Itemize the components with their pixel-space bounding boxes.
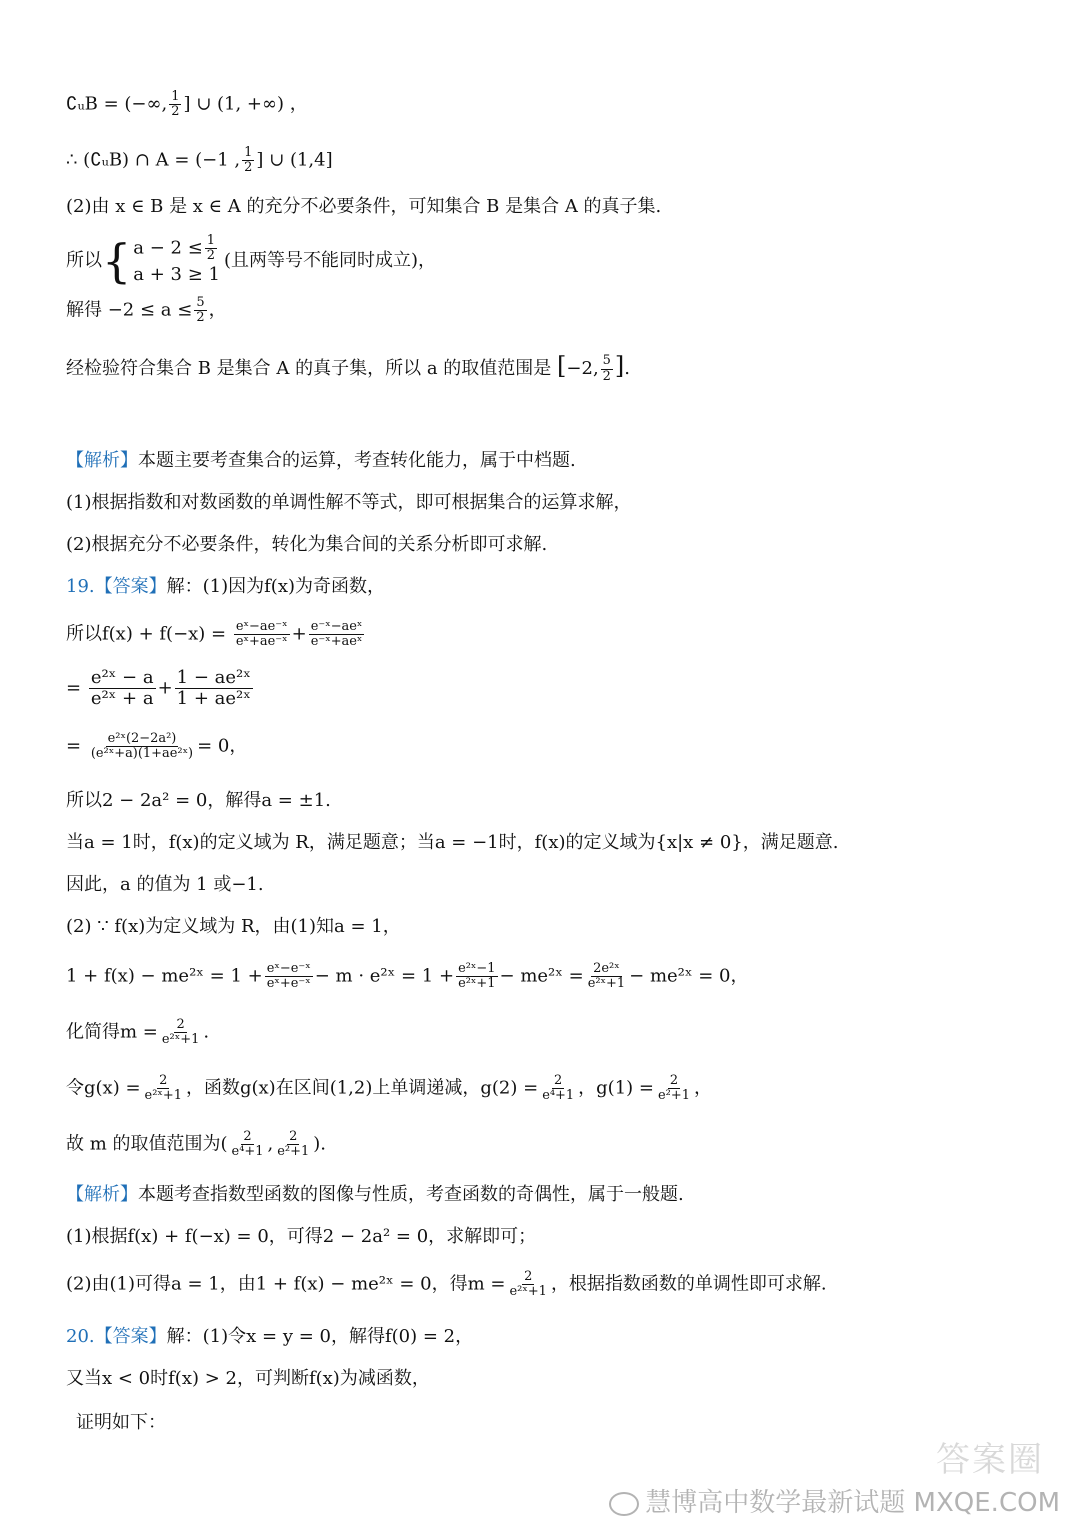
line-domain-check: 当a = 1时，f(x)的定义域为 R，满足题意；当a = −1时，f(x)的定义域为{x|x ≠ 0}，满足题意. (66, 832, 839, 853)
line-sum-f: 所以f(x) + f(−x) = $\frac{\text{eˣ−ae⁻ˣ}}{\text{eˣ+ae⁻ˣ}}$ + $\frac{\text{e⁻ˣ−aeˣ}}{\text{e⁻ˣ+aeˣ}}$ (66, 619, 363, 650)
line-a-values: 因此，a 的值为 1 或−1. (66, 874, 264, 895)
analysis-19-item2: (2)由(1)可得a = 1，由1 + f(x) − me²ˣ = 0，得m = $\frac{2}{\text{e²ˣ+1}}$ ，根据指数函数的单调性即可求解. (66, 1269, 827, 1300)
analysis-18: 【解析】本题主要考查集合的运算，考查转化能力，属于中档题. (66, 450, 576, 471)
analysis-18-item2: (2)根据充分不必要条件，转化为集合间的关系分析即可求解. (66, 534, 548, 555)
line-verify: 经检验符合集合 B 是集合 A 的真子集，所以 a 的取值范围是 [−2, $\frac{5}{2}$ ]. (66, 352, 631, 384)
line-solve-a: 所以2 − 2a² = 0，解得a = ±1. (66, 790, 331, 811)
watermark: 慧博高中数学最新试题 MXQE.COM (609, 1482, 1060, 1519)
line-m-range: 故 m 的取值范围为( $\frac{2}{\text{e⁴+1}}$ , $\frac{2}{\text{e²+1}}$ ). (66, 1129, 326, 1160)
question-20-answer: 20.【答案】解：(1)令x = y = 0，解得f(0) = 2， (66, 1326, 474, 1347)
line-complement-b: ∁ᵤB = (−∞, $\frac{1}{2}$ ] ∪ (1, +∞) ， (66, 89, 308, 120)
line-sum-zero: = $\frac{\text{e²ˣ(2−2a²)}}{\text{(e²ˣ+a)(1+ae²ˣ)}}$ = 0， (66, 731, 248, 762)
line-simplify-m: 化简得m = $\frac{2}{\text{e²ˣ+1}}$ . (66, 1017, 210, 1048)
line-solution-range: 解得 −2 ≤ a ≤ $\frac{5}{2}$ ， (66, 295, 227, 326)
analysis-19-item1: (1)根据f(x) + f(−x) = 0，可得2 − 2a² = 0，求解即可； (66, 1226, 537, 1247)
analysis-18-item1: (1)根据指数和对数函数的单调性解不等式，即可根据集合的运算求解， (66, 492, 632, 513)
left-brace-icon: { (102, 233, 132, 288)
watermark-logo: 答案圈 (936, 1440, 1044, 1480)
question-19-answer: 19.【答案】解：(1)因为f(x)为奇函数， (66, 576, 385, 597)
line-proof: 证明如下： (76, 1412, 166, 1433)
fraction-half: $\frac{1}{2}$ (244, 145, 253, 176)
line-part2-intro: (2)由 x ∈ B 是 x ∈ A 的充分不必要条件，可知集合 B 是集合 A 的真子集. (66, 196, 662, 217)
line-sum-simplified: = $\frac{\text{e²ˣ − a}}{\text{e²ˣ + a}}$ + $\frac{\text{1 − ae²ˣ}}{\text{1 + ae²ˣ}}$ (66, 667, 251, 709)
line-decreasing: 又当x < 0时f(x) > 2，可判断f(x)为减函数， (66, 1368, 430, 1389)
analysis-label: 【解析】 (66, 450, 138, 471)
wechat-icon (609, 1492, 639, 1516)
line-part2-19: (2) ∵ f(x)为定义域为 R，由(1)知a = 1， (66, 916, 401, 937)
line-system: 所以 { a − 2 ≤ $\frac{1}{2}$ a + 3 ≥ 1 (且两等号不能同时成立)， (66, 233, 437, 288)
fraction-half: $\frac{1}{2}$ (171, 89, 180, 120)
line-define-g: 令g(x) = $\frac{2}{\text{e²ˣ+1}}$ ，函数g(x)在区间(1,2)上单调递减，g(2) = $\frac{2}{\text{e⁴+1}}$ ，g(1) = $\frac{2}{\text{e²+1}}$ ， (66, 1073, 712, 1104)
analysis-19: 【解析】本题考查指数型函数的图像与性质，考查函数的奇偶性，属于一般题. (66, 1184, 684, 1205)
line-equation-m: 1 + f(x) − me²ˣ = 1 + $\frac{\text{eˣ−e⁻ˣ}}{\text{eˣ+e⁻ˣ}}$ − m · e²ˣ = 1 + $\frac{\text{e²ˣ−1}}{\text{e²ˣ+1}}$ − me²ˣ = $\frac{\text{2e²ˣ}}{\text{e²ˣ+1}}$ − me²ˣ = 0， (66, 961, 749, 992)
line-intersection: ∴ (∁ᵤB) ∩ A = (−1 , $\frac{1}{2}$ ] ∪ (1,4] (66, 145, 333, 176)
